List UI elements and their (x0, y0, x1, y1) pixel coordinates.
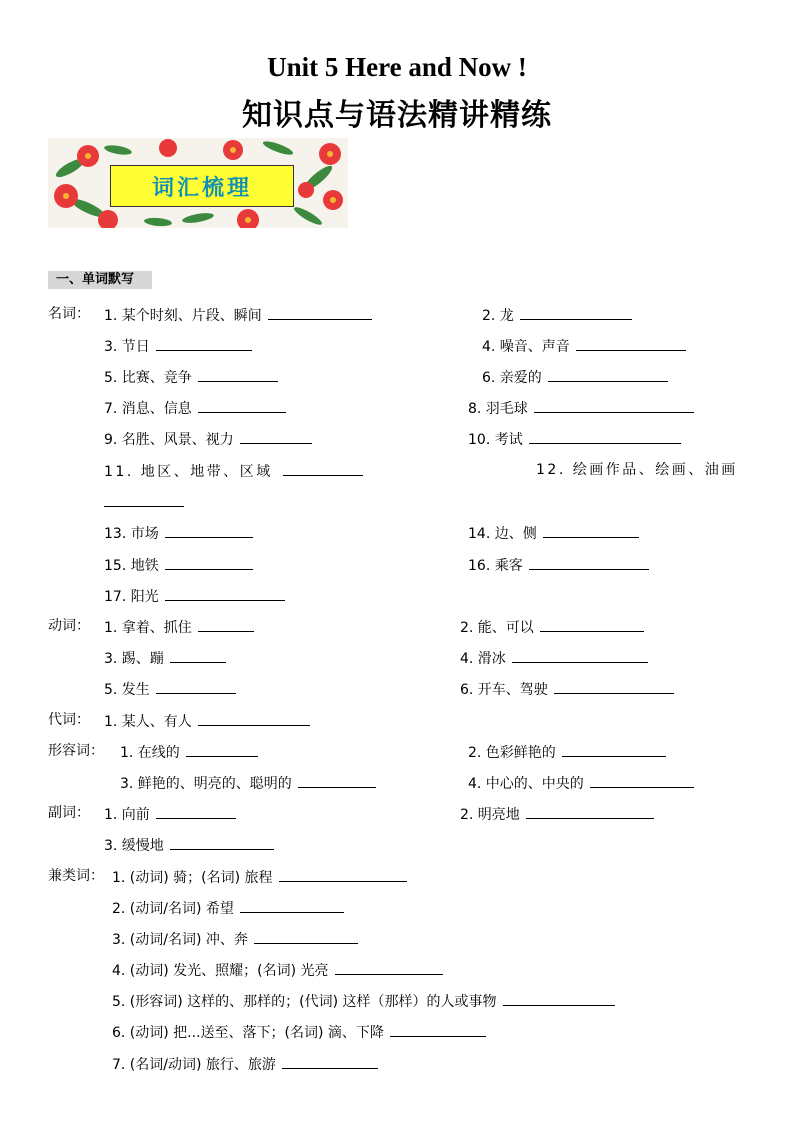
list-item: 1. 向前 (104, 804, 236, 824)
answer-blank[interactable] (279, 867, 407, 882)
list-item: 3. 鲜艳的、明亮的、聪明的 (120, 773, 376, 793)
answer-blank[interactable] (540, 617, 644, 632)
category-label: 兼类词： (48, 868, 104, 884)
list-item: 7. (名词/动词) 旅行、旅游 (112, 1054, 378, 1074)
answer-blank[interactable] (240, 429, 312, 444)
list-item: 3. 节日 (104, 336, 252, 356)
answer-blank[interactable] (298, 773, 376, 788)
list-item: 11. 地区、地带、区域 (104, 461, 363, 481)
answer-blank[interactable] (390, 1022, 486, 1037)
section-heading: 一、单词默写 (48, 271, 152, 289)
list-item: 12. 绘画作品、绘画、油画 (536, 462, 738, 478)
answer-blank[interactable] (165, 523, 253, 538)
answer-blank[interactable] (526, 804, 654, 819)
list-item: 2. 明亮地 (460, 804, 654, 824)
answer-blank[interactable] (198, 617, 254, 632)
category-label: 动词： (48, 618, 90, 634)
list-item: 6. 亲爱的 (482, 367, 668, 387)
list-item: 2. 龙 (482, 305, 632, 325)
list-item: 1. 某人、有人 (104, 711, 310, 731)
list-item: 2. 色彩鲜艳的 (468, 742, 666, 762)
answer-blank[interactable] (186, 742, 258, 757)
answer-blank[interactable] (156, 804, 236, 819)
answer-blank[interactable] (104, 492, 184, 507)
list-item: 6. 开车、驾驶 (460, 679, 674, 699)
list-item: 10. 考试 (468, 429, 681, 449)
answer-blank[interactable] (198, 398, 286, 413)
answer-blank[interactable] (520, 305, 632, 320)
banner-label: 词汇梳理 (110, 165, 294, 207)
answer-blank[interactable] (156, 679, 236, 694)
answer-blank[interactable] (529, 429, 681, 444)
answer-blank[interactable] (165, 586, 285, 601)
list-item: 4. 噪音、声音 (482, 336, 686, 356)
list-item: 3. 踢、蹦 (104, 648, 226, 668)
category-label: 名词： (48, 306, 90, 322)
list-item: 3. (动词/名词) 冲、奔 (112, 929, 358, 949)
answer-blank[interactable] (282, 1054, 378, 1069)
answer-blank[interactable] (576, 336, 686, 351)
answer-blank[interactable] (156, 336, 252, 351)
answer-blank[interactable] (590, 773, 694, 788)
answer-blank[interactable] (240, 898, 344, 913)
list-item (104, 492, 184, 512)
answer-blank[interactable] (198, 711, 310, 726)
list-item: 4. 滑冰 (460, 648, 648, 668)
answer-blank[interactable] (543, 523, 639, 538)
list-item: 3. 缓慢地 (104, 835, 274, 855)
list-item: 9. 名胜、风景、视力 (104, 429, 312, 449)
list-item: 2. (动词/名词) 希望 (112, 898, 344, 918)
answer-blank[interactable] (170, 835, 274, 850)
list-item: 1. 拿着、抓住 (104, 617, 254, 637)
answer-blank[interactable] (335, 960, 443, 975)
list-item: 5. (形容词) 这样的、那样的；(代词) 这样（那样）的人或事物 (112, 991, 615, 1011)
list-item: 1. (动词) 骑；(名词) 旅程 (112, 867, 407, 887)
answer-blank[interactable] (512, 648, 648, 663)
list-item: 16. 乘客 (468, 555, 649, 575)
category-label: 代词： (48, 712, 90, 728)
page-subtitle: 知识点与语法精讲精练 (242, 98, 552, 133)
answer-blank[interactable] (198, 367, 278, 382)
answer-blank[interactable] (554, 679, 674, 694)
list-item: 5. 比赛、竞争 (104, 367, 278, 387)
answer-blank[interactable] (562, 742, 666, 757)
list-item: 2. 能、可以 (460, 617, 644, 637)
vocabulary-banner (48, 138, 348, 228)
category-label: 形容词： (48, 743, 104, 759)
list-item: 6. (动词) 把...送至、落下；(名词) 滴、下降 (112, 1022, 486, 1042)
answer-blank[interactable] (165, 555, 253, 570)
list-item: 13. 市场 (104, 523, 253, 543)
answer-blank[interactable] (529, 555, 649, 570)
answer-blank[interactable] (534, 398, 694, 413)
page-title: Unit 5 Here and Now ! (267, 52, 527, 82)
list-item: 4. (动词) 发光、照耀；(名词) 光亮 (112, 960, 443, 980)
list-item: 17. 阳光 (104, 586, 285, 606)
answer-blank[interactable] (268, 305, 372, 320)
list-item: 1. 某个时刻、片段、瞬间 (104, 305, 372, 325)
answer-blank[interactable] (503, 991, 615, 1006)
list-item: 7. 消息、信息 (104, 398, 286, 418)
category-label: 副词： (48, 805, 90, 821)
answer-blank[interactable] (170, 648, 226, 663)
answer-blank[interactable] (283, 461, 363, 476)
list-item: 8. 羽毛球 (468, 398, 694, 418)
list-item: 14. 边、侧 (468, 523, 639, 543)
answer-blank[interactable] (548, 367, 668, 382)
answer-blank[interactable] (254, 929, 358, 944)
list-item: 15. 地铁 (104, 555, 253, 575)
list-item: 4. 中心的、中央的 (468, 773, 694, 793)
list-item: 5. 发生 (104, 679, 236, 699)
list-item: 1. 在线的 (120, 742, 258, 762)
